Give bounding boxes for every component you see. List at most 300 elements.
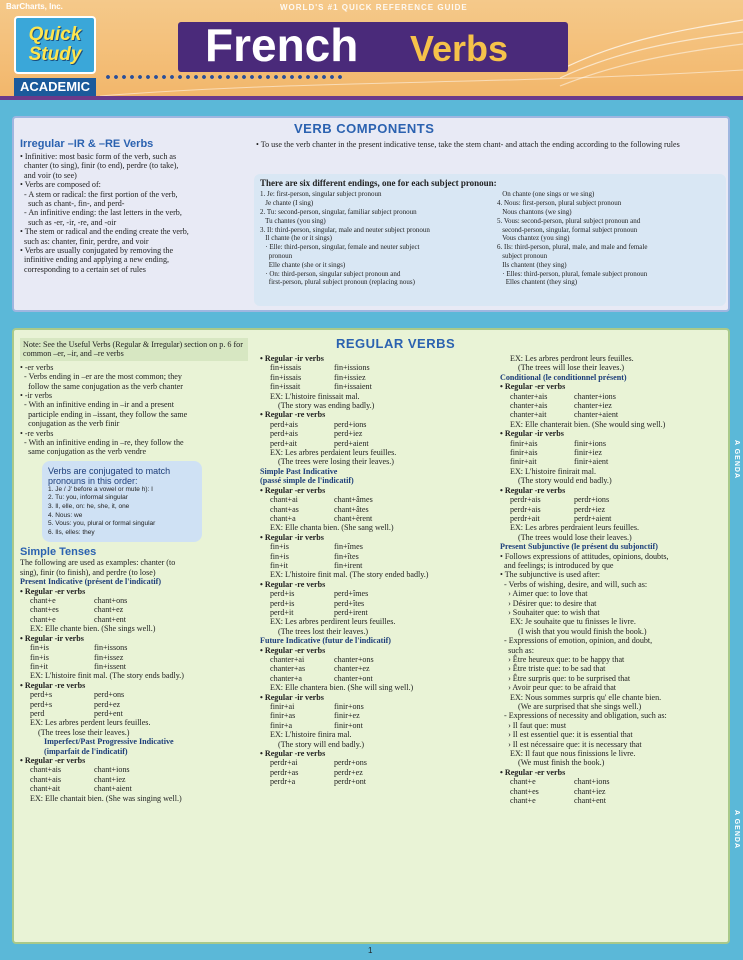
conjugation-row — [500, 505, 722, 514]
ending-line: · On: third-person, singular subject pronoun and — [260, 269, 401, 278]
conjugation-plural: chanter+ez — [334, 664, 370, 674]
ending-line: Je chante (I sing) — [260, 199, 314, 208]
text-line: and feelings; is introduced by que — [500, 560, 614, 570]
conjugation-row — [500, 448, 722, 457]
conjugation-order-item: 4. Nous: we — [48, 511, 83, 519]
example-translation: (The trees would lose their leaves.) — [518, 532, 632, 542]
conjugation-row — [500, 392, 722, 401]
components-line: • Verbs are composed of: — [20, 180, 101, 190]
example-translation: (We must finish the book.) — [518, 758, 605, 768]
ending-line: 3. Il: third-person, singular, male and neuter subject pronoun — [260, 225, 430, 234]
example-sentence: EX: L'histoire finit mal. (The story ended badly.) — [270, 570, 429, 580]
endings-right-list — [497, 190, 720, 287]
conjugation-row — [260, 495, 492, 504]
conjugation-plural: fin+issiez — [334, 372, 366, 382]
text-line: • The subjunctive is used after: — [500, 570, 601, 580]
conjugation-row — [260, 758, 492, 767]
conjugation-plural: finir+iez — [574, 448, 602, 458]
components-left-text — [20, 152, 250, 274]
conjugation-row — [20, 775, 254, 784]
verb-type-list — [20, 363, 254, 457]
conjugation-plural: chant+ions — [94, 765, 130, 775]
example-sentence: EX: L'histoire finirait mal. — [510, 466, 596, 476]
verb-group-label: • Regular -er verbs — [500, 767, 566, 777]
conjugation-singular: chanter+as — [270, 664, 306, 674]
regular-verbs-panel — [12, 328, 730, 944]
text-line: › Aimer que: to love that — [500, 589, 588, 599]
logo-line-1: Quick — [28, 24, 82, 45]
ending-line: 4. Nous: first-person, plural subject pronoun — [496, 199, 622, 208]
conjugation-order-item: 1. Je / J' before a vowel or mute h): I — [48, 485, 153, 493]
verb-group-label: • Regular -ir verbs — [260, 354, 324, 363]
conjugation-plural: perdr+ez — [334, 767, 363, 777]
conjugation-row — [500, 514, 722, 523]
page-subtitle: Verbs — [410, 28, 509, 69]
text-line: › Il faut que: must — [500, 720, 567, 730]
side-tab-lower: A GENDA — [733, 810, 740, 850]
conjugation-singular: chanter+ai — [270, 655, 305, 664]
conjugation-column-2 — [260, 354, 492, 787]
conjugation-row — [20, 700, 254, 709]
verb-components-panel — [12, 116, 730, 312]
conjugation-order-title: Verbs are conjugated to match pronouns in this order: — [48, 465, 171, 486]
example-sentence: EX: Il faut que nous finissions le livre. — [510, 749, 636, 759]
guide-tagline: WORLD'S #1 QUICK REFERENCE GUIDE — [280, 3, 468, 12]
conjugation-row — [260, 608, 492, 617]
conjugation-row — [20, 596, 254, 605]
verb-type-line: conjugation as the verb finir — [20, 419, 120, 429]
ending-line: first-person, plural subject pronoun (replacing nous) — [260, 278, 415, 287]
verb-group-label: • Regular -er verbs — [260, 485, 326, 495]
intro-line: sing), finir (to finish), and perdre (to lose) — [20, 567, 156, 577]
verb-group-label: • Regular -ir verbs — [260, 532, 324, 542]
conjugation-singular: perd+ait — [270, 438, 298, 448]
verb-group-label: • Regular -re verbs — [260, 410, 326, 420]
conjugation-plural: chant+ez — [94, 605, 124, 615]
conjugation-row — [260, 561, 492, 570]
verb-group-label: • Regular -er verbs — [260, 645, 326, 655]
intro-line: The following are used as examples: chanter (to — [20, 558, 176, 568]
conjugation-singular: chant+es — [510, 786, 539, 796]
verb-group-label: • Regular -ir verbs — [20, 633, 84, 643]
ending-line: subject pronoun — [496, 251, 548, 260]
conjugation-singular: chant+e — [510, 777, 536, 787]
ending-line: pronoun — [260, 251, 293, 260]
conjugation-plural: chanter+ons — [334, 655, 374, 664]
conjugation-plural: chant+ons — [94, 596, 128, 606]
conjugation-singular: fin+is — [30, 643, 49, 653]
verb-group-label: • Regular -er verbs — [500, 382, 566, 392]
tense-heading: Conditional (le conditionnel présent) — [500, 372, 627, 382]
text-line: › Être heureux que: to be happy that — [500, 655, 625, 664]
verb-type-line: - Verbs ending in –er are the most common; they — [20, 372, 182, 382]
conjugation-plural: perdr+ions — [574, 495, 610, 505]
conjugation-singular: chant+e — [30, 614, 56, 624]
ending-line: Tu chantes (you sing) — [260, 216, 326, 225]
verb-type-line: participle ending in –issant, they follow the same — [20, 409, 188, 419]
conjugation-singular: chant+a — [270, 513, 296, 523]
example-translation: (The trees lose their leaves.) — [38, 727, 130, 737]
verb-type-line: follow the same conjugation as the verb chanter — [20, 381, 183, 391]
conjugation-plural: fin+îtes — [334, 551, 359, 561]
conjugation-singular: chant+e — [510, 796, 536, 806]
example-translation: (I wish that you would finish the book.) — [518, 626, 647, 636]
conjugation-row — [260, 542, 492, 551]
conjugation-order-list — [48, 486, 196, 538]
conjugation-plural: finir+ez — [334, 711, 360, 721]
conjugation-singular: perd — [30, 708, 45, 718]
conjugation-row — [20, 605, 254, 614]
conjugation-column-3 — [500, 354, 722, 806]
example-sentence: EX: Elle chantera bien. (She will sing well.) — [270, 683, 414, 693]
conjugation-row — [500, 787, 722, 796]
conjugation-singular: perdr+ait — [510, 513, 540, 523]
ending-line: Elle chante (she or it sings) — [260, 260, 346, 269]
conjugation-row — [260, 552, 492, 561]
components-line: infinitive ending and applying a new ending, — [20, 255, 170, 265]
conjugation-row — [500, 410, 722, 419]
text-line: - Expressions of emotion, opinion, and doubt, — [500, 636, 653, 646]
conjugation-singular: chanter+ais — [510, 391, 548, 401]
conjugation-singular: finir+ais — [510, 448, 538, 458]
components-intro: • To use the verb chanter in the present indicative tense, take the stem chant- and attach the ending according to the following rules — [256, 140, 680, 149]
components-line: such as: chanter, finir, perdre, and voir — [20, 236, 149, 246]
conjugation-plural: fin+irent — [334, 560, 363, 570]
conjugation-row — [260, 655, 492, 664]
ending-line: 5. Vous: second-person, plural subject pronoun and — [496, 216, 641, 225]
conjugation-row — [20, 653, 254, 662]
ending-line: Ils chantent (they sing) — [496, 260, 567, 269]
conjugation-row — [260, 382, 492, 391]
conjugation-singular: perdr+as — [270, 767, 299, 777]
verb-type-line: - With an infinitive ending in –ir and a present — [20, 400, 174, 410]
conjugation-order-item: 5. Vous: you, plural or formal singular — [48, 520, 156, 528]
conjugation-row — [260, 711, 492, 720]
page-title: French — [205, 19, 359, 71]
components-line: such as -er, -ir, -re, and -oir — [20, 217, 117, 227]
ending-line: · Elle: third-person, singular, female and neuter subject — [260, 243, 420, 252]
conjugation-plural: perd+îtes — [334, 598, 365, 608]
text-line: • Follows expressions of attitudes, opinions, doubts, — [500, 551, 669, 561]
components-line: • Verbs are usually conjugated by removing the — [20, 246, 174, 256]
verb-type-line: - With an infinitive ending in –re, they follow the — [20, 438, 184, 448]
conjugation-plural: perdr+ont — [334, 777, 366, 787]
conjugation-plural: finir+aient — [574, 457, 609, 467]
conjugation-singular: chant+ais — [30, 774, 62, 784]
conjugation-plural: perdr+aient — [574, 513, 612, 523]
example-sentence: EX: Elle chante bien. (She sings well.) — [30, 624, 156, 634]
page-number: 1 — [368, 946, 373, 955]
example-sentence: EX: Les arbres perdirent leurs feuilles. — [270, 617, 396, 627]
conjugation-singular: chant+ais — [30, 765, 62, 775]
conjugation-row — [260, 702, 492, 711]
conjugation-plural: perd+aient — [334, 438, 369, 448]
conjugation-singular: perd+s — [30, 690, 53, 700]
conjugation-plural: perd+iez — [334, 429, 363, 439]
conjugation-singular: perd+ais — [270, 429, 298, 439]
example-sentence: EX: Les arbres perdront leurs feuilles. — [510, 354, 634, 363]
conjugation-plural: chant+ent — [94, 614, 126, 624]
ending-line: Elles chantent (they sing) — [496, 278, 578, 287]
regular-column-1 — [20, 338, 254, 803]
conjugation-row — [20, 690, 254, 699]
text-line: such as: — [500, 645, 534, 655]
ending-line: second-person, singular, formal subject pronoun — [496, 225, 638, 234]
example-sentence: EX: Elle chanta bien. (She sang well.) — [270, 523, 394, 533]
conjugation-singular: finir+ai — [270, 702, 295, 712]
conjugation-order-item: 6. Ils, elles: they — [48, 528, 95, 536]
verb-type-line: • -ir verbs — [20, 391, 53, 401]
text-line: › Il est essentiel que: it is essential that — [500, 730, 633, 740]
example-sentence: EX: Les arbres perdent leurs feuilles. — [30, 718, 151, 728]
useful-verbs-note: Note: See the Useful Verbs (Regular & Irregular) section on p. 6 for common –er, –ir, and –re verbs — [20, 338, 248, 361]
conjugation-plural: fin+issaient — [334, 382, 372, 392]
simple-tenses-heading: Simple Tenses — [20, 546, 97, 559]
example-sentence: EX: L'histoire finit mal. (The story ends badly.) — [30, 671, 185, 681]
conjugation-singular: finir+ait — [510, 457, 537, 467]
conjugation-row — [20, 615, 254, 624]
conjugation-row — [260, 363, 492, 372]
conjugation-singular: chanter+ait — [510, 410, 547, 420]
conjugation-singular: perd+ais — [270, 419, 298, 429]
logo-line-2: Study — [28, 44, 82, 65]
conjugation-plural: chant+aient — [94, 784, 132, 794]
ending-line: 2. Tu: second-person, singular, familiar subject pronoun — [260, 208, 417, 216]
endings-heading: There are six different endings, one for each subject pronoun: — [260, 178, 497, 188]
conjugation-plural: fin+issez — [94, 652, 124, 662]
header-divider — [0, 96, 743, 100]
conjugation-singular: perd+it — [270, 607, 294, 617]
conjugation-order-box — [42, 461, 202, 543]
conjugation-row — [20, 643, 254, 652]
conjugation-plural: finir+ont — [334, 720, 363, 730]
text-line: › Avoir peur que: to be afraid that — [500, 683, 617, 693]
conjugation-plural: fin+issions — [334, 363, 370, 373]
verb-group-label: • Regular -re verbs — [260, 579, 326, 589]
conjugation-row — [20, 709, 254, 718]
ending-line: On chante (one sings or we sing) — [496, 190, 595, 199]
conjugation-singular: finir+as — [270, 711, 296, 721]
example-sentence: EX: Nous sommes surpris qu' elle chante bien. — [510, 692, 662, 702]
example-sentence: EX: Elle chanterait bien. (She would sing well.) — [510, 419, 666, 429]
conjugation-singular: perdr+ais — [510, 495, 541, 505]
example-translation: (The trees were losing their leaves.) — [278, 457, 394, 467]
example-translation: (The story will end badly.) — [278, 739, 365, 749]
conjugation-row — [260, 439, 492, 448]
text-line: › Être surpris que: to be surprised that — [500, 673, 631, 683]
conjugation-singular: chanter+ais — [510, 401, 548, 411]
header-banner — [0, 0, 743, 100]
example-sentence: EX: Elle chantait bien. (She was singing well.) — [30, 793, 182, 803]
tense-heading: (passé simple de l'indicatif) — [260, 476, 354, 486]
conjugation-order-item: 3. Il, elle, on: he, she, it, one — [48, 503, 130, 511]
conjugation-plural: chanter+iez — [574, 401, 612, 411]
verb-group-label: • Regular -er verbs — [20, 755, 86, 765]
conjugation-plural: perd+ez — [94, 699, 121, 709]
example-sentence: EX: L'histoire finira mal. — [270, 730, 352, 740]
components-line: corresponding to a certain set of rules — [20, 264, 146, 274]
endings-box — [254, 174, 726, 306]
section-title-verb-components: VERB COMPONENTS — [294, 121, 435, 136]
conjugation-row — [20, 784, 254, 793]
conjugation-plural: chant+âmes — [334, 495, 373, 505]
conjugation-row — [500, 777, 722, 786]
conjugation-plural: fin+îmes — [334, 542, 363, 552]
conjugation-plural: chanter+ont — [334, 673, 373, 683]
conjugation-plural: chanter+ions — [574, 391, 616, 401]
tense-heading: Present Subjunctive (le présent du subjonctif) — [500, 542, 658, 552]
conjugation-plural: perd+irent — [334, 607, 368, 617]
conjugation-row — [260, 429, 492, 438]
section-title-regular-verbs: REGULAR VERBS — [336, 336, 456, 351]
conjugation-plural: chant+âtes — [334, 504, 369, 514]
conjugation-singular: perd+is — [270, 598, 295, 608]
conjugation-singular: chant+ait — [30, 784, 61, 794]
tense-heading: Present Indicative (présent de l'indicatif) — [20, 577, 162, 587]
components-line: - A stem or radical: the first portion of the verb, — [20, 189, 178, 199]
conjugation-singular: fin+it — [30, 661, 49, 671]
verb-group-label: • Regular -re verbs — [500, 485, 566, 495]
components-line: chanter (to sing), finir (to end), perdre (to take), — [20, 161, 179, 171]
conjugation-singular: chant+ai — [270, 495, 298, 505]
example-translation: (The story would end badly.) — [518, 476, 612, 486]
components-line: such as chant-, fin-, and perd- — [20, 199, 125, 209]
conjugation-plural: chant+èrent — [334, 513, 373, 523]
irregular-heading: Irregular –IR & –RE Verbs — [20, 138, 154, 150]
publisher-name: BarCharts, Inc. — [6, 2, 63, 11]
verb-type-line: • -re verbs — [20, 428, 54, 438]
conjugation-plural: chant+iez — [94, 774, 126, 784]
endings-left-list — [260, 190, 491, 287]
conjugation-row — [260, 589, 492, 598]
conjugation-plural: chant+ent — [574, 796, 606, 806]
conjugation-plural: finir+ions — [574, 438, 606, 448]
conjugation-row — [260, 721, 492, 730]
text-line: - Expressions of necessity and obligation, such as: — [500, 711, 667, 721]
example-sentence: EX: Les arbres perdaient leurs feuilles. — [270, 448, 397, 458]
ending-line: Il chante (he or it sings) — [260, 234, 332, 243]
conjugation-plural: perdr+iez — [574, 504, 606, 514]
conjugation-singular: chanter+a — [270, 673, 302, 683]
tense-heading: Imperfect/Past Progressive Indicative — [44, 737, 174, 747]
text-line: › Être triste que: to be sad that — [500, 664, 606, 674]
conjugation-plural: perdr+ons — [334, 758, 367, 768]
components-line: • Infinitive: most basic form of the verb, such as — [20, 152, 177, 161]
conjugation-singular: perdr+a — [270, 777, 296, 787]
conjugation-singular: chant+e — [30, 596, 56, 606]
conjugation-row — [260, 664, 492, 673]
ending-line: · Elles: third-person, plural, female subject pronoun — [496, 269, 648, 278]
example-translation: (We are surprised that she sings well.) — [518, 702, 642, 712]
conjugation-row — [20, 765, 254, 774]
conjugation-row — [500, 495, 722, 504]
conjugation-column-1 — [20, 577, 254, 803]
simple-tenses-intro — [20, 558, 254, 577]
conjugation-plural: perd+ent — [94, 708, 123, 718]
conjugation-plural: perd+ions — [334, 419, 367, 429]
conjugation-singular: fin+it — [270, 560, 289, 570]
components-line: and voir (to see) — [20, 170, 77, 180]
verb-group-label: • Regular -re verbs — [260, 749, 326, 759]
text-line: › Souhaiter que: to wish that — [500, 607, 600, 617]
conjugation-plural: fin+issent — [94, 661, 126, 671]
example-sentence: EX: Je souhaite que tu finisses le livre. — [510, 617, 636, 627]
conjugation-singular: chant+as — [270, 504, 299, 514]
conjugation-singular: perdr+ai — [270, 758, 298, 768]
conjugation-plural: finir+ons — [334, 702, 364, 712]
dotted-divider — [104, 74, 344, 80]
conjugation-row — [260, 514, 492, 523]
verb-group-label: • Regular -er verbs — [20, 586, 86, 596]
conjugation-singular: fin+issais — [270, 372, 302, 382]
conjugation-singular: perd+s — [30, 699, 53, 709]
conjugation-singular: fin+issait — [270, 382, 301, 392]
tense-heading: Future Indicative (futur de l'indicatif) — [260, 636, 391, 646]
conjugation-row — [260, 777, 492, 786]
conjugation-singular: perd+is — [270, 589, 295, 599]
verb-group-label: • Regular -ir verbs — [500, 429, 564, 439]
conjugation-row — [260, 505, 492, 514]
conjugation-row — [500, 457, 722, 466]
conjugation-plural: chant+iez — [574, 786, 606, 796]
components-line: • The stem or radical and the ending create the verb, — [20, 227, 189, 237]
tense-heading: (imparfait de l'indicatif) — [44, 746, 128, 756]
conjugation-singular: fin+issais — [270, 363, 302, 373]
quickstudy-logo — [14, 16, 96, 74]
ending-line: Nous chantons (we sing) — [496, 208, 572, 216]
example-sentence: EX: Les arbres perdraient leurs feuilles. — [510, 523, 639, 533]
conjugation-singular: finir+a — [270, 720, 293, 730]
conjugation-singular: perdr+ais — [510, 504, 541, 514]
conjugation-row — [260, 373, 492, 382]
conjugation-singular: fin+is — [270, 542, 289, 552]
example-translation: (The trees lost their leaves.) — [278, 626, 369, 636]
conjugation-row — [260, 674, 492, 683]
text-line: - Verbs of wishing, desire, and will, such as: — [500, 579, 648, 589]
conjugation-plural: chanter+aient — [574, 410, 619, 420]
conjugation-singular: fin+is — [30, 652, 49, 662]
conjugation-row — [260, 420, 492, 429]
ending-line: 6. Ils: third-person, plural, male, and male and female — [496, 243, 648, 252]
conjugation-plural: perd+ons — [94, 690, 125, 700]
tense-heading: Simple Past Indicative — [260, 466, 338, 476]
conjugation-row — [500, 439, 722, 448]
conjugation-singular: fin+is — [270, 551, 289, 561]
conjugation-singular: finir+ais — [510, 438, 538, 448]
side-tab-upper: A GENDA — [733, 440, 740, 480]
verb-type-line: • -er verbs — [20, 362, 54, 372]
conjugation-plural: perd+îmes — [334, 589, 369, 599]
conjugation-row — [260, 768, 492, 777]
conjugation-plural: chant+ions — [574, 777, 610, 787]
conjugation-row — [260, 599, 492, 608]
conjugation-row — [500, 796, 722, 805]
example-translation: (The trees will lose their leaves.) — [518, 363, 625, 373]
components-line: - An infinitive ending: the last letters in the verb, — [20, 208, 182, 218]
verb-group-label: • Regular -ir verbs — [260, 692, 324, 702]
example-translation: (The story was ending badly.) — [278, 401, 375, 411]
verb-group-label: • Regular -re verbs — [20, 680, 86, 690]
conjugation-row — [500, 401, 722, 410]
example-sentence: EX: L'histoire finissait mal. — [270, 391, 360, 401]
ending-line: Vous chantez (you sing) — [496, 234, 570, 243]
conjugation-row — [20, 662, 254, 671]
text-line: › Il est nécessaire que: it is necessary that — [500, 739, 642, 749]
text-line: › Désirer que: to desire that — [500, 598, 597, 608]
verb-type-line: same conjugation as the verb vendre — [20, 447, 147, 457]
ending-line: 1. Je: first-person, singular subject pronoun — [260, 190, 382, 199]
conjugation-plural: fin+issons — [94, 643, 128, 653]
